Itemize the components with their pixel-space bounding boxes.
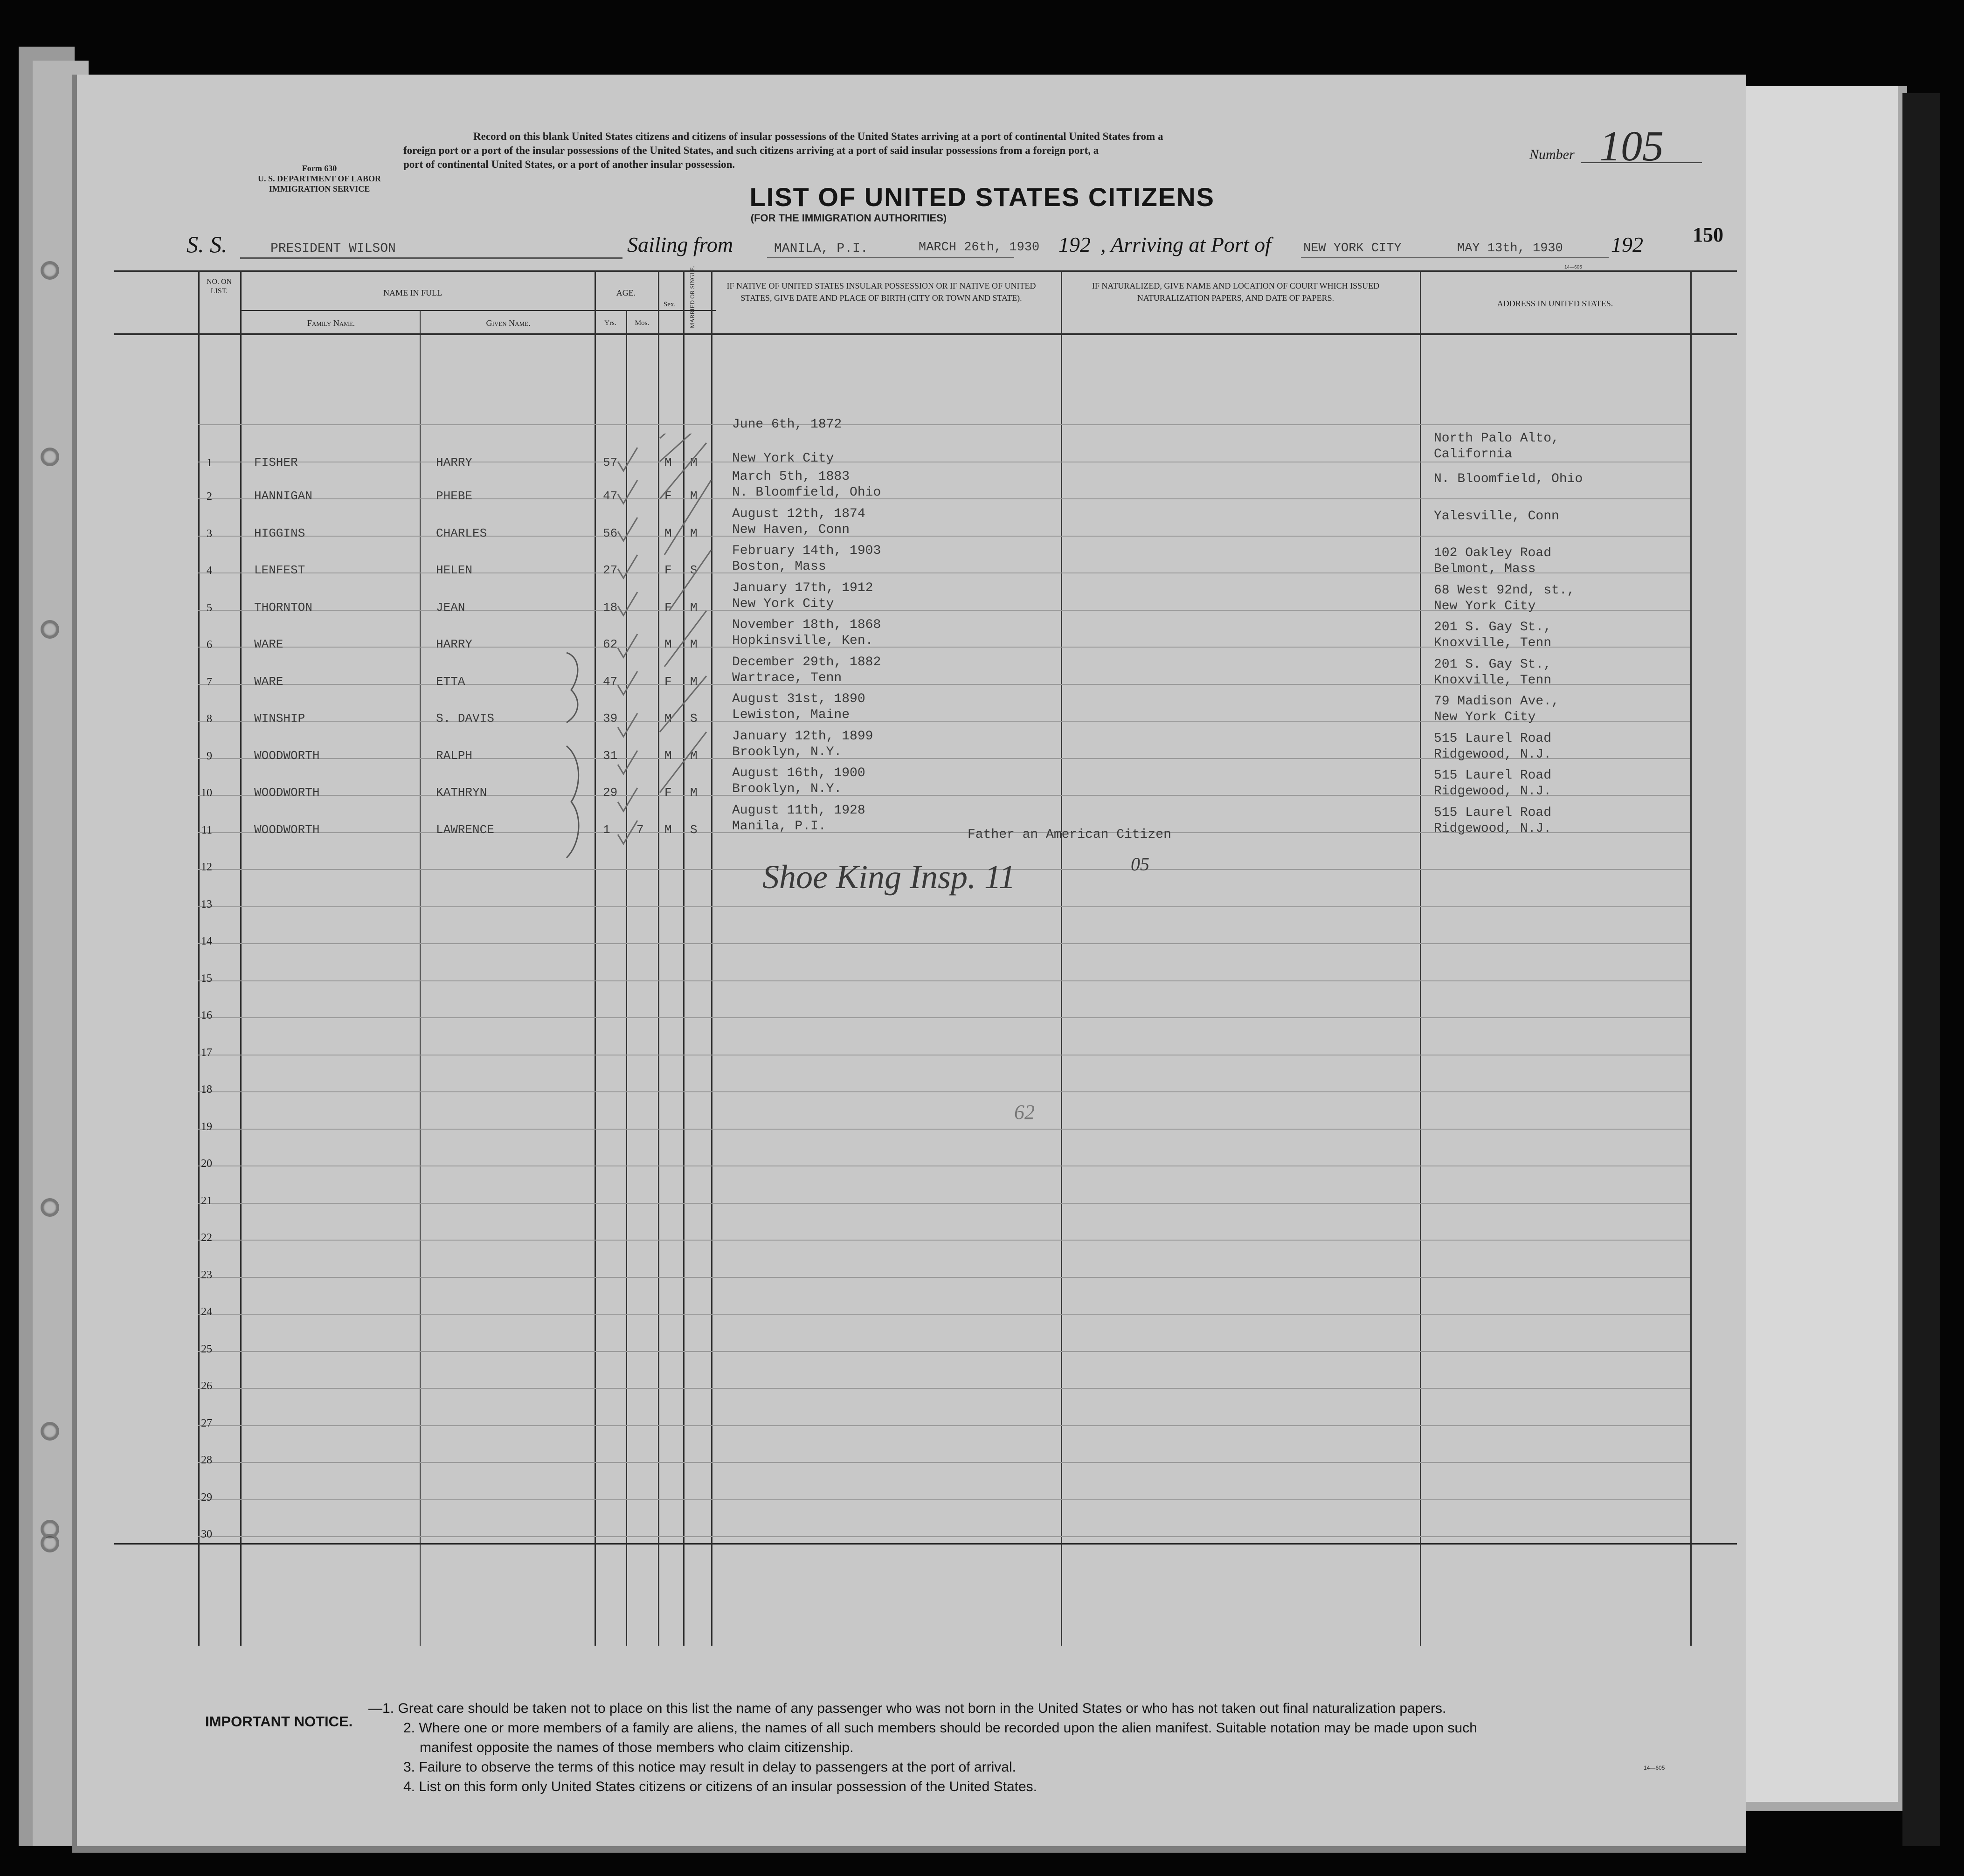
- arriving-date: MAY 13th, 1930: [1457, 241, 1563, 255]
- row-number: 12: [201, 861, 212, 873]
- birth-date: August 31st, 1890: [732, 692, 865, 706]
- age-years: 31: [603, 749, 618, 763]
- row-number: 6: [207, 639, 212, 651]
- marital-status: M: [690, 600, 698, 614]
- row-number: 14: [201, 935, 212, 947]
- age-years: 47: [603, 675, 618, 689]
- year-suffix: 192: [1058, 233, 1091, 256]
- birth-place: Manila, P.I.: [732, 819, 826, 834]
- sailing-port: MANILA, P.I.: [774, 241, 868, 256]
- row-rule: [198, 1499, 1690, 1500]
- sex: M: [664, 637, 672, 651]
- page-subtitle: (FOR THE IMMIGRATION AUTHORITIES): [750, 212, 947, 224]
- given-name: ETTA: [436, 675, 465, 689]
- sailing-date: MARCH 26th, 1930: [919, 241, 1040, 255]
- header-no: NO. ON LIST.: [206, 278, 232, 295]
- birth-place: Lewiston, Maine: [732, 708, 850, 722]
- row-rule: [198, 1277, 1690, 1278]
- row-number: 15: [201, 972, 212, 985]
- header-family-name: Family Name.: [307, 318, 355, 328]
- given-name: KATHRYN: [436, 786, 487, 800]
- address-line-1: Yalesville, Conn: [1434, 509, 1559, 524]
- sex: M: [664, 526, 672, 540]
- header-married-single: MARRIED OR SINGLE.: [689, 266, 696, 328]
- row-number: 21: [201, 1195, 212, 1207]
- marital-status: M: [690, 526, 698, 540]
- address-line-2: Belmont, Mass: [1434, 562, 1536, 576]
- form-code: 14—605: [1644, 1765, 1665, 1771]
- row-rule: [198, 980, 1690, 981]
- marital-status: M: [690, 489, 698, 503]
- birth-place: Boston, Mass: [732, 559, 826, 574]
- right-page-shadow: [1902, 93, 1940, 1846]
- birth-place: N. Bloomfield, Ohio: [732, 485, 881, 500]
- sailing-from-label: Sailing from: [627, 233, 733, 256]
- address-line-1: N. Bloomfield, Ohio: [1434, 472, 1583, 486]
- marital-status: M: [690, 455, 698, 469]
- birth-date: January 17th, 1912: [732, 581, 873, 595]
- address-line-2: Ridgewood, N.J.: [1434, 784, 1552, 799]
- age-years: 1: [603, 823, 610, 837]
- instructions-line: foreign port or a port of the insular possessions of the United States, and such citizens arriving at a port of said insular possessions from a foreign port, a: [403, 145, 1099, 156]
- row-rule: [198, 1314, 1690, 1315]
- punch-hole-icon: [41, 448, 59, 466]
- sex: F: [664, 489, 672, 503]
- birth-date: August 11th, 1928: [732, 803, 865, 818]
- address-line-1: 515 Laurel Road: [1434, 768, 1552, 783]
- notice-title: IMPORTANT NOTICE.: [205, 1713, 353, 1730]
- column-rule: [595, 270, 596, 1646]
- table-top-rule: [114, 270, 1737, 272]
- family-name: HANNIGAN: [254, 489, 312, 503]
- row-rule: [198, 424, 1690, 425]
- row-number: 5: [207, 602, 212, 614]
- family-name: WOODWORTH: [254, 823, 320, 837]
- sheet-number: 150: [1693, 223, 1723, 246]
- age-months: 7: [636, 823, 644, 837]
- sex: F: [664, 563, 672, 577]
- column-rule: [1061, 270, 1062, 1646]
- address-line-2: New York City: [1434, 599, 1536, 614]
- row-number: 23: [201, 1269, 212, 1281]
- row-rule: [198, 1129, 1690, 1130]
- row-number: 27: [201, 1417, 212, 1429]
- table-bottom-rule: [114, 1543, 1737, 1545]
- marital-status: S: [690, 711, 698, 725]
- punch-hole-icon: [41, 1198, 59, 1217]
- column-rule: [1420, 270, 1421, 1646]
- row-rule: [198, 1017, 1690, 1018]
- row-number: 17: [201, 1047, 212, 1059]
- given-name: RALPH: [436, 749, 473, 763]
- row-rule: [198, 1351, 1690, 1352]
- row-number: 8: [207, 713, 212, 725]
- birth-date: January 12th, 1899: [732, 729, 873, 744]
- stamp-number: 62: [1014, 1101, 1035, 1124]
- notice-item-2: 2. Where one or more members of a family are aliens, the names of all such members should be recorded upon the alien manifest. Suitable notation may be made upon such: [403, 1720, 1477, 1736]
- row-number: 30: [201, 1528, 212, 1540]
- row-rule: [198, 1425, 1690, 1426]
- service-name: IMMIGRATION SERVICE: [269, 184, 370, 193]
- punch-hole-icon: [41, 620, 59, 639]
- birth-date: February 14th, 1903: [732, 544, 881, 558]
- family-name: LENFEST: [254, 563, 305, 577]
- family-bracket-icon: [562, 648, 590, 867]
- header-birth: IF NATIVE OF UNITED STATES INSULAR POSSESSION OR IF NATIVE OF UNITED STATES, GIVE DATE AND PLACE OF BIRTH (CITY OR TOWN AND STATE).: [726, 281, 1036, 303]
- birth-date: December 29th, 1882: [732, 655, 881, 669]
- page-title: LIST OF UNITED STATES CITIZENS: [749, 182, 1215, 212]
- row-number: 9: [207, 750, 212, 762]
- sex: M: [664, 823, 672, 837]
- sex: M: [664, 749, 672, 763]
- instructions-line: Record on this blank United States citizens and citizens of insular possessions of the United States arriving at a port of continental United States from a: [473, 131, 1163, 142]
- birth-date: August 12th, 1874: [732, 507, 865, 521]
- row-number: 4: [207, 565, 212, 577]
- birth-place: Brooklyn, N.Y.: [732, 782, 842, 796]
- family-name: HIGGINS: [254, 526, 305, 540]
- column-rule: [198, 270, 200, 1646]
- sex: F: [664, 600, 672, 614]
- arriving-label: , Arriving at Port of: [1100, 233, 1271, 256]
- row-rule: [198, 906, 1690, 907]
- marital-status: M: [690, 637, 698, 651]
- header-bottom-rule: [114, 333, 1737, 335]
- header-yrs: Yrs.: [604, 319, 616, 327]
- row-number: 3: [207, 528, 212, 540]
- address-line-1: 515 Laurel Road: [1434, 806, 1552, 820]
- row-number: 25: [201, 1343, 212, 1355]
- address-line-1: 102 Oakley Road: [1434, 546, 1552, 560]
- address-line-2: New York City: [1434, 710, 1536, 724]
- row-number: 28: [201, 1454, 212, 1466]
- birth-date: June 6th, 1872: [732, 417, 842, 432]
- punch-hole-icon: [41, 1534, 59, 1552]
- birth-place: New York City: [732, 597, 834, 611]
- sex: F: [664, 786, 672, 800]
- address-line-1: 201 S. Gay St.,: [1434, 657, 1552, 672]
- row-rule: [198, 1536, 1690, 1537]
- row-rule: [198, 1462, 1690, 1463]
- age-years: 39: [603, 711, 618, 725]
- address-line-2: Ridgewood, N.J.: [1434, 821, 1552, 836]
- family-name: WOODWORTH: [254, 749, 320, 763]
- column-rule: [240, 270, 242, 1646]
- punch-hole-icon: [41, 1422, 59, 1441]
- row-number: 2: [207, 490, 212, 503]
- row-number: 10: [201, 787, 212, 799]
- manifest-number: 105: [1599, 122, 1664, 170]
- ss-label: S. S.: [187, 231, 228, 257]
- family-name: WARE: [254, 637, 284, 651]
- punch-hole-icon: [41, 261, 59, 280]
- address-line-1: North Palo Alto,: [1434, 431, 1559, 446]
- form-instructions: [403, 130, 1588, 172]
- row-number: 19: [201, 1121, 212, 1133]
- arriving-underline: [1301, 257, 1609, 258]
- row-number: 26: [201, 1380, 212, 1392]
- header-sex: Sex.: [663, 301, 676, 308]
- instructions-line: port of continental United States, or a port of another insular possession.: [403, 159, 735, 170]
- arriving-port: NEW YORK CITY: [1303, 241, 1402, 255]
- notice-item-3: 3. Failure to observe the terms of this notice may result in delay to passengers at the port of arrival.: [403, 1759, 1016, 1775]
- ship-underline: [240, 257, 622, 259]
- header-subrule: [240, 310, 716, 311]
- row-number: 20: [201, 1158, 212, 1170]
- row-number: 16: [201, 1009, 212, 1021]
- year-suffix: 192: [1611, 233, 1643, 256]
- row-rule: [198, 1240, 1690, 1241]
- birth-date: November 18th, 1868: [732, 618, 881, 632]
- address-line-1: 68 West 92nd, st.,: [1434, 583, 1575, 598]
- address-line-1: 201 S. Gay St.,: [1434, 620, 1552, 635]
- age-years: 56: [603, 526, 618, 540]
- birth-place: Hopkinsville, Ken.: [732, 634, 873, 648]
- age-years: 27: [603, 563, 618, 577]
- address-line-1: 79 Madison Ave.,: [1434, 694, 1559, 709]
- sex: M: [664, 711, 672, 725]
- address-line-2: California: [1434, 447, 1513, 462]
- row-rule: [198, 1091, 1690, 1092]
- row-number: 18: [201, 1083, 212, 1096]
- department-name: U. S. DEPARTMENT OF LABOR: [257, 174, 381, 183]
- address-line-2: Knoxville, Tenn: [1434, 636, 1552, 650]
- form-number: Form 630: [302, 164, 337, 173]
- family-name: WOODWORTH: [254, 786, 320, 800]
- header-address: ADDRESS IN UNITED STATES.: [1497, 299, 1613, 308]
- given-name: HARRY: [436, 637, 473, 651]
- row-rule: [198, 943, 1690, 944]
- header-naturalized: IF NATURALIZED, GIVE NAME AND LOCATION OF COURT WHICH ISSUED NATURALIZATION PAPERS, AND DATE OF PAPERS.: [1092, 281, 1380, 303]
- marital-status: M: [690, 675, 698, 689]
- given-name: S. DAVIS: [436, 711, 494, 725]
- right-page-edge: [1744, 86, 1898, 1802]
- notice-item-2b: manifest opposite the names of those members who claim citizenship.: [420, 1740, 854, 1755]
- row-number: 24: [201, 1306, 212, 1318]
- family-name: WINSHIP: [254, 711, 305, 725]
- ship-name: PRESIDENT WILSON: [270, 241, 396, 256]
- age-years: 47: [603, 489, 618, 503]
- header-age: AGE.: [616, 288, 636, 297]
- address-line-2: Ridgewood, N.J.: [1434, 747, 1552, 762]
- sailing-underline: [767, 257, 1014, 258]
- sex: F: [664, 675, 672, 689]
- header-given-name: Given Name.: [486, 318, 531, 328]
- birth-place: Wartrace, Tenn: [732, 671, 842, 685]
- birth-place: New York City: [732, 451, 834, 466]
- printer-mark: 14—605: [1564, 265, 1582, 270]
- signature-fraction: 05: [1131, 854, 1149, 875]
- family-name: FISHER: [254, 455, 298, 469]
- inspector-signature: Shoe King Insp. 11: [762, 858, 1016, 896]
- manifest-page: [72, 75, 1746, 1853]
- given-name: PHEBE: [436, 489, 473, 503]
- birth-date: March 5th, 1883: [732, 469, 850, 484]
- age-years: 18: [603, 600, 618, 614]
- row-rule: [198, 1203, 1690, 1204]
- note-father-citizen: Father an American Citizen: [968, 828, 1171, 842]
- notice-item-4: 4. List on this form only United States citizens or citizens of an insular possession of the United States.: [403, 1779, 1037, 1794]
- age-years: 57: [603, 455, 618, 469]
- age-years: 62: [603, 637, 618, 651]
- given-name: HARRY: [436, 455, 473, 469]
- row-number: 22: [201, 1232, 212, 1244]
- marital-status: S: [690, 563, 698, 577]
- birth-place: New Haven, Conn: [732, 523, 850, 537]
- given-name: LAWRENCE: [436, 823, 494, 837]
- row-number: 29: [201, 1491, 212, 1504]
- column-rule: [420, 310, 421, 1646]
- marital-status: S: [690, 823, 698, 837]
- row-rule: [198, 498, 1690, 499]
- row-number: 11: [201, 824, 212, 836]
- column-rule: [1690, 270, 1692, 1646]
- given-name: CHARLES: [436, 526, 487, 540]
- birth-place: Brooklyn, N.Y.: [732, 745, 842, 759]
- number-label: Number: [1529, 147, 1575, 162]
- address-line-1: 515 Laurel Road: [1434, 731, 1552, 746]
- row-rule: [198, 536, 1690, 537]
- header-mos: Mos.: [635, 319, 650, 327]
- row-rule: [198, 1388, 1690, 1389]
- given-name: HELEN: [436, 563, 473, 577]
- age-years: 29: [603, 786, 618, 800]
- birth-date: August 16th, 1900: [732, 766, 865, 780]
- given-name: JEAN: [436, 600, 465, 614]
- row-number: 7: [207, 676, 212, 688]
- row-number: 13: [201, 898, 212, 910]
- notice-item-1: —1. Great care should be taken not to place on this list the name of any passenger who was not born in the United States or who has not taken out final naturalization papers.: [368, 1701, 1446, 1716]
- tally-marks: [599, 434, 720, 853]
- row-number: 1: [207, 457, 212, 469]
- family-name: WARE: [254, 675, 284, 689]
- header-name-in-full: NAME IN FULL: [383, 288, 442, 297]
- family-name: THORNTON: [254, 600, 312, 614]
- sex: M: [664, 455, 672, 469]
- marital-status: M: [690, 786, 698, 800]
- marital-status: M: [690, 749, 698, 763]
- address-line-2: Knoxville, Tenn: [1434, 673, 1552, 688]
